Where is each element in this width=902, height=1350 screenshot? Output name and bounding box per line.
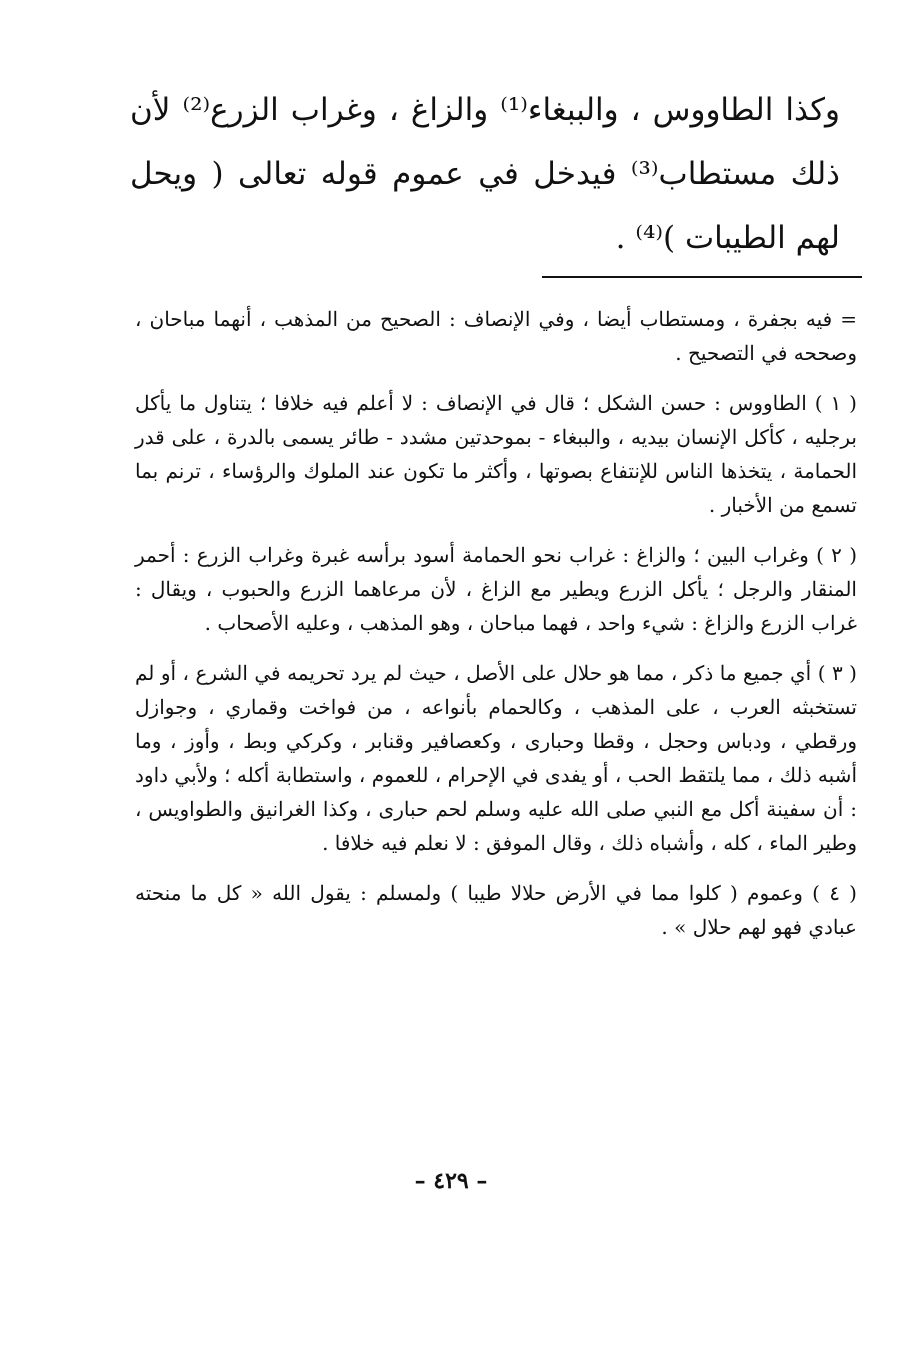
footnote-3: ( ٣ ) أي جميع ما ذكر ، مما هو حلال على الأصل ، حيث لم يرد تحريمه في الشرع ، أو لم تستخبثه العرب ، على المذهب ، وكالحمام بأنواعه ، من فواخت وقماري ، وجوازل ورقطي ، ودباس وحجل ، وقطا وحبارى ، وكعصافير وقنابر ، وكركي وبط ، وأوز ، وما أشبه ذلك ، مما يلتقط الحب ، أو يفدى في الإحرام ، للعموم ، واستطابة أكله ؛ ولأبي داود : أن سفينة أكل مع النبي صلى الله عليه وسلم لحم حبارى ، وكذا الغرانيق والطواويس ، وطير الماء ، كله ، وأشباه ذلك ، وقال الموفق : لا نعلم فيه خلافا . bbox=[135, 661, 857, 855]
footnote-separator bbox=[542, 276, 862, 278]
footnote-4: ( ٤ ) وعموم ( كلوا مما في الأرض حلالا طيبا ) ولمسلم : يقول الله « كل ما منحته عبادي فهو لهم حلال » . bbox=[135, 881, 857, 939]
page-number: – ٤٢٩ – bbox=[414, 1168, 488, 1194]
main-paragraph: وكذا الطاووس ، والببغاء⁽¹⁾ والزاغ ، وغراب الزرع⁽²⁾ لأن ذلك مستطاب⁽³⁾ فيدخل في عموم قوله تعالى ( ويحل لهم الطيبات )⁽⁴⁾ . bbox=[130, 92, 840, 256]
footnote-1: ( ١ ) الطاووس : حسن الشكل ؛ قال في الإنصاف : لا أعلم فيه خلافا ؛ يتناول ما يأكل برجليه ، كأكل الإنسان بيديه ، والببغاء - بموحدتين مشدد - طائر يسمى بالدرة ، على قدر الحمامة ، يتخذها الناس للإنتفاع بصوتها ، وأكثر ما تكون عند الملوك والرؤساء ، ترنم بما تسمع من الأخبار . bbox=[135, 391, 858, 517]
footnote-2: ( ٢ ) وغراب البين ؛ والزاغ : غراب نحو الحمامة أسود برأسه غبرة وغراب الزرع : أحمر المنقار والرجل ؛ يأكل الزرع ويطير مع الزاغ ، لأن مرعاهما الزرع والحبوب ، ويقال : غراب الزرع والزاغ : شيء واحد ، فهما مباحان ، وهو المذهب ، وعليه الأصحاب . bbox=[135, 543, 857, 635]
main-text bbox=[130, 78, 840, 270]
footnote-continuation: = فيه بجفرة ، ومستطاب أيضا ، وفي الإنصاف : الصحيح من المذهب ، أنهما مباحان ، وصححه في التصحيح . bbox=[135, 307, 857, 365]
footnotes bbox=[135, 302, 857, 960]
